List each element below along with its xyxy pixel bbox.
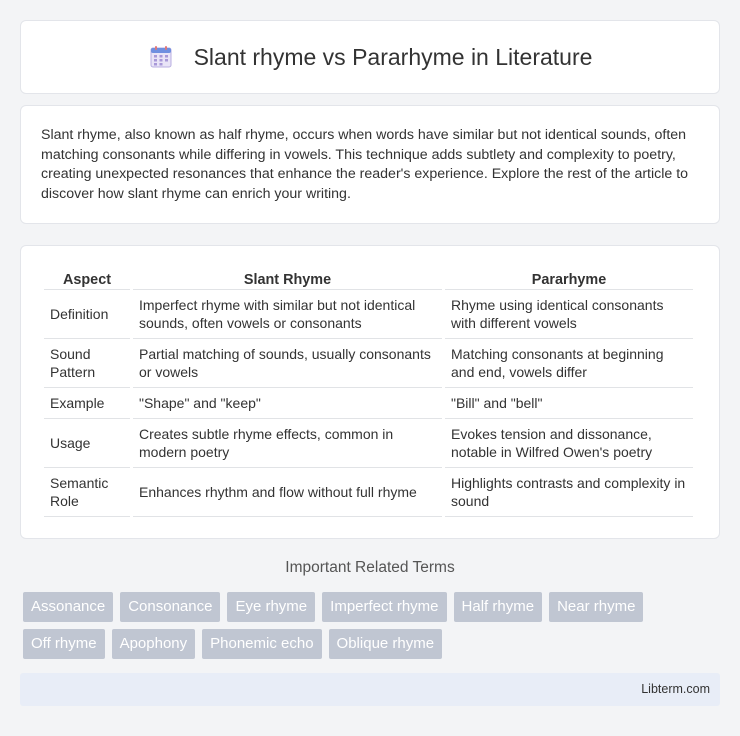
row-pararhyme: "Bill" and "bell" [445, 388, 693, 419]
row-slant: Imperfect rhyme with similar but not identical sounds, often vowels or consonants [133, 290, 442, 339]
tag-near-rhyme[interactable]: Near rhyme [549, 592, 643, 622]
intro-card [20, 105, 720, 224]
row-aspect: Semantic Role [44, 468, 130, 517]
header-pararhyme: Pararhyme [445, 266, 693, 290]
row-slant: Creates subtle rhyme effects, common in modern poetry [133, 419, 442, 468]
tag-half-rhyme[interactable]: Half rhyme [454, 592, 543, 622]
intro-text: Slant rhyme, also known as half rhyme, occurs when words have similar but not identical sounds, often matching consonants while differing in vowels. This technique adds subtlety and complexity to poetry, creating unexpected resonances that enhance the reader's experience. Explore the rest of the article to discover how slant rhyme can enrich your writing. [41, 127, 689, 202]
tag-assonance[interactable]: Assonance [23, 592, 113, 622]
header-slant-rhyme: Slant Rhyme [133, 266, 442, 290]
page-title: Slant rhyme vs Pararhyme in Literature [193, 43, 593, 70]
row-aspect: Definition [44, 290, 130, 339]
row-pararhyme: Matching consonants at beginning and end, vowels differ [445, 339, 693, 388]
table-row [44, 339, 693, 388]
tag-phonemic-echo[interactable]: Phonemic echo [202, 629, 321, 659]
row-aspect: Usage [44, 419, 130, 468]
header-aspect: Aspect [44, 266, 130, 290]
related-terms-tags [23, 592, 723, 666]
related-terms-title: Important Related Terms [285, 559, 455, 576]
comparison-table [41, 266, 696, 517]
table-row [44, 388, 693, 419]
footer-site-link[interactable]: Libterm.com [641, 682, 710, 696]
table-row [44, 468, 693, 517]
comparison-table-card [20, 245, 720, 539]
row-pararhyme: Highlights contrasts and complexity in sound [445, 468, 693, 517]
tag-imperfect-rhyme[interactable]: Imperfect rhyme [322, 592, 446, 622]
tag-apophony[interactable]: Apophony [112, 629, 196, 659]
table-row [44, 419, 693, 468]
table-header-row [44, 266, 693, 290]
calendar-icon [148, 44, 174, 70]
row-slant: Enhances rhythm and flow without full rhyme [133, 468, 442, 517]
row-aspect: Example [44, 388, 130, 419]
row-aspect: Sound Pattern [44, 339, 130, 388]
tag-off-rhyme[interactable]: Off rhyme [23, 629, 105, 659]
table-row [44, 290, 693, 339]
tag-consonance[interactable]: Consonance [120, 592, 220, 622]
row-slant: Partial matching of sounds, usually consonants or vowels [133, 339, 442, 388]
row-slant: "Shape" and "keep" [133, 388, 442, 419]
row-pararhyme: Rhyme using identical consonants with different vowels [445, 290, 693, 339]
header-card [20, 20, 720, 94]
row-pararhyme: Evokes tension and dissonance, notable in Wilfred Owen's poetry [445, 419, 693, 468]
tag-oblique-rhyme[interactable]: Oblique rhyme [329, 629, 443, 659]
tag-eye-rhyme[interactable]: Eye rhyme [227, 592, 315, 622]
footer [20, 673, 720, 706]
